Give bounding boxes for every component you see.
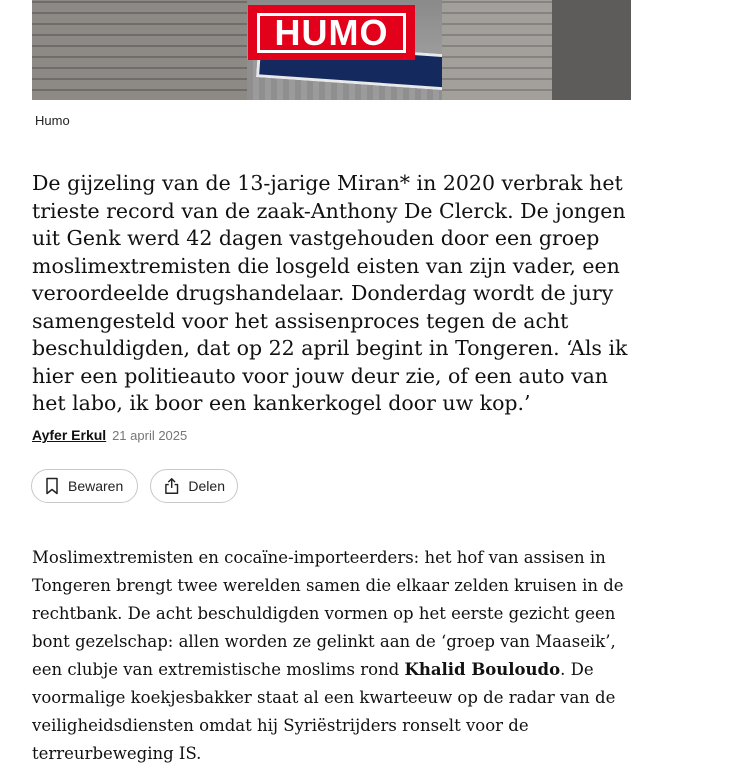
body-text-part1: Moslimextremisten en cocaïne-importeerders: het hof van assisen in Tongeren brengt twee werelden samen die elkaar zelden kruisen in de rechtbank. De acht beschuldigden vormen op het eerste gezicht geen bont gezelschap: allen worden ze gelinkt aan de ‘groep van Maaseik’, een clubje van extremistische moslims rond bbox=[32, 548, 624, 679]
share-button-label: Delen bbox=[188, 478, 225, 494]
byline bbox=[32, 427, 187, 443]
humo-logo[interactable] bbox=[248, 5, 415, 60]
logo-text: HUMO bbox=[274, 11, 389, 53]
publish-date: 21 april 2025 bbox=[112, 428, 188, 443]
hero-wall-dark bbox=[552, 0, 631, 100]
author-link[interactable]: Ayfer Erkul bbox=[32, 427, 107, 443]
image-caption: Humo bbox=[35, 113, 70, 128]
hero-wall-left bbox=[32, 0, 247, 100]
body-text-part2: . De voormalige koekjesbakker staat al een kwarteeuw op de radar van de veiligheidsdiensten omdat hij Syriëstrijders ronselt voor de terreurbeweging IS. bbox=[32, 660, 616, 763]
article-lead: De gijzeling van de 13-jarige Miran* in 2020 verbrak het trieste record van de zaak-Anthony De Clerck. De jongen uit Genk werd 42 dagen vastgehouden door een groep moslimextremisten die losgeld eisten van zijn vader, een veroordeelde drugshandelaar. Donderdag wordt de jury samengesteld voor het assisenproces tegen de acht beschuldigden, dat op 22 april begint in Tongeren. ‘Als ik hier een politieauto voor jouw deur zie, of een auto van het labo, ik boor een kankerkogel door uw kop.’ bbox=[32, 171, 628, 415]
share-icon bbox=[163, 477, 180, 495]
bookmark-icon bbox=[44, 477, 60, 495]
save-button[interactable] bbox=[31, 469, 138, 503]
article-body-paragraph bbox=[32, 544, 642, 768]
share-button[interactable] bbox=[150, 469, 238, 503]
bold-person-name: Khalid Bouloudo bbox=[404, 660, 561, 679]
save-button-label: Bewaren bbox=[68, 478, 124, 494]
